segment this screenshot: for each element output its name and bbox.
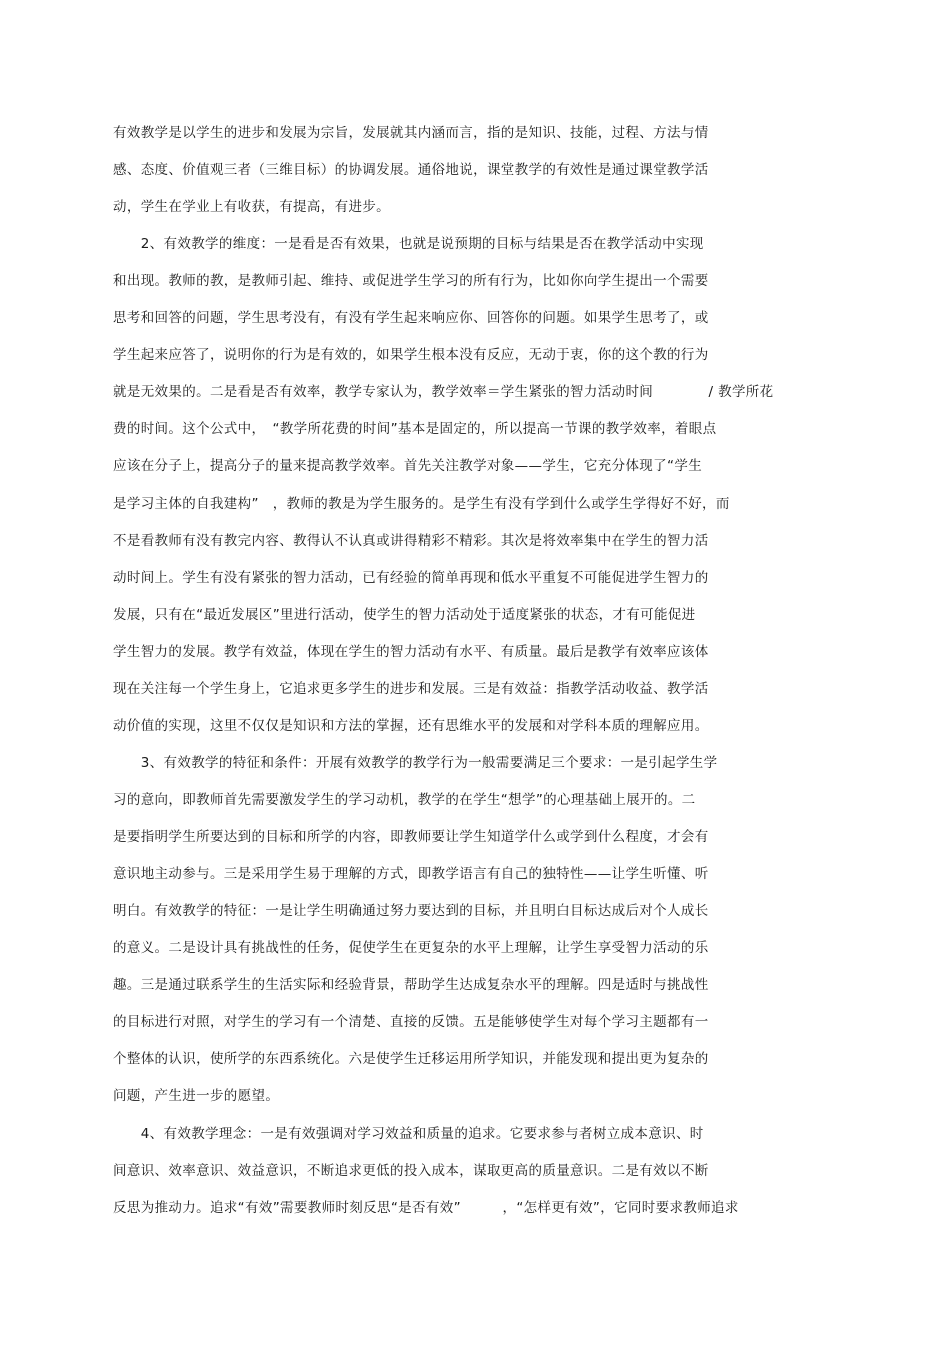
text-line: 的意义。二是设计具有挑战性的任务，促使学生在更复杂的水平上理解，让学生享受智力活动的乐 (113, 940, 709, 956)
text-line: 就是无效果的。二是看是否有效率，教学专家认为，教学效率＝学生紧张的智力活动时间 / 教学所花 (113, 384, 774, 400)
text-line: 趣。三是通过联系学生的生活实际和经验背景，帮助学生达成复杂水平的理解。四是适时与挑战性 (113, 977, 709, 993)
text-line: 3、有效教学的特征和条件：开展有效教学的教学行为一般需要满足三个要求：一是引起学生学 (113, 755, 718, 771)
text-line: 反思为推动力。追求“有效”需要教师时刻反思“是否有效” ，“怎样更有效”，它同时要求教师追求 (113, 1200, 739, 1216)
text-line: 动时间上。学生有没有紧张的智力活动，已有经验的简单再现和低水平重复不可能促进学生智力的 (113, 570, 709, 586)
text-line: 意识地主动参与。三是采用学生易于理解的方式，即教学语言有自己的独特性——让学生听懂、听 (113, 866, 709, 882)
text-line: 是学习主体的自我建构” ，教师的教是为学生服务的。是学生有没有学到什么或学生学得好不好，而 (113, 496, 730, 512)
text-line: 费的时间。这个公式中， “教学所花费的时间”基本是固定的，所以提高一节课的教学效率，着眼点 (113, 421, 717, 437)
text-line: 感、态度、价值观三者（三维目标）的协调发展。通俗地说，课堂教学的有效性是通过课堂教学活 (113, 162, 709, 178)
text-line: 应该在分子上，提高分子的量来提高教学效率。首先关注教学对象——学生，它充分体现了“学生 (113, 458, 703, 474)
text-line: 动价值的实现，这里不仅仅是知识和方法的掌握，还有思维水平的发展和对学科本质的理解应用。 (113, 718, 709, 734)
text-line: 不是看教师有没有教完内容、教得认不认真或讲得精彩不精彩。其次是将效率集中在学生的智力活 (113, 533, 709, 549)
text-line: 问题，产生进一步的愿望。 (113, 1088, 280, 1104)
text-line: 个整体的认识，使所学的东西系统化。六是使学生迁移运用所学知识，并能发现和提出更为复杂的 (113, 1051, 709, 1067)
text-line: 和出现。教师的教，是教师引起、维持、或促进学生学习的所有行为，比如你向学生提出一个需要 (113, 273, 709, 289)
text-line: 思考和回答的问题，学生思考没有，有没有学生起来响应你、回答你的问题。如果学生思考了，或 (113, 310, 709, 326)
text-line: 学生起来应答了，说明你的行为是有效的，如果学生根本没有反应，无动于衷，你的这个教的行为 (113, 347, 709, 363)
text-line: 发展，只有在“最近发展区”里进行活动，使学生的智力活动处于适度紧张的状态，才有可能促进 (113, 607, 696, 623)
text-line: 的目标进行对照，对学生的学习有一个清楚、直接的反馈。五是能够使学生对每个学习主题都有一 (113, 1014, 709, 1030)
text-line: 动，学生在学业上有收获，有提高，有进步。 (113, 199, 390, 215)
text-line: 现在关注每一个学生身上，它追求更多学生的进步和发展。三是有效益：指教学活动收益、教学活 (113, 681, 709, 697)
text-line: 有效教学是以学生的进步和发展为宗旨，发展就其内涵而言，指的是知识、技能，过程、方法与情 (113, 125, 709, 141)
text-line: 明白。有效教学的特征：一是让学生明确通过努力要达到的目标，并且明白目标达成后对个人成长 (113, 903, 709, 919)
text-line: 学生智力的发展。教学有效益，体现在学生的智力活动有水平、有质量。最后是教学有效率应该体 (113, 644, 709, 660)
text-line: 4、有效教学理念：一是有效强调对学习效益和质量的追求。它要求参与者树立成本意识、时 (113, 1126, 704, 1142)
text-line: 2、有效教学的维度：一是看是否有效果，也就是说预期的目标与结果是否在教学活动中实现 (113, 236, 704, 252)
text-line: 习的意向，即教师首先需要激发学生的学习动机，教学的在学生“想学”的心理基础上展开的。二 (113, 792, 696, 808)
text-line: 是要指明学生所要达到的目标和所学的内容，即教师要让学生知道学什么或学到什么程度，才会有 (113, 829, 709, 845)
text-line: 间意识、效率意识、效益意识，不断追求更低的投入成本，谋取更高的质量意识。二是有效以不断 (113, 1163, 709, 1179)
